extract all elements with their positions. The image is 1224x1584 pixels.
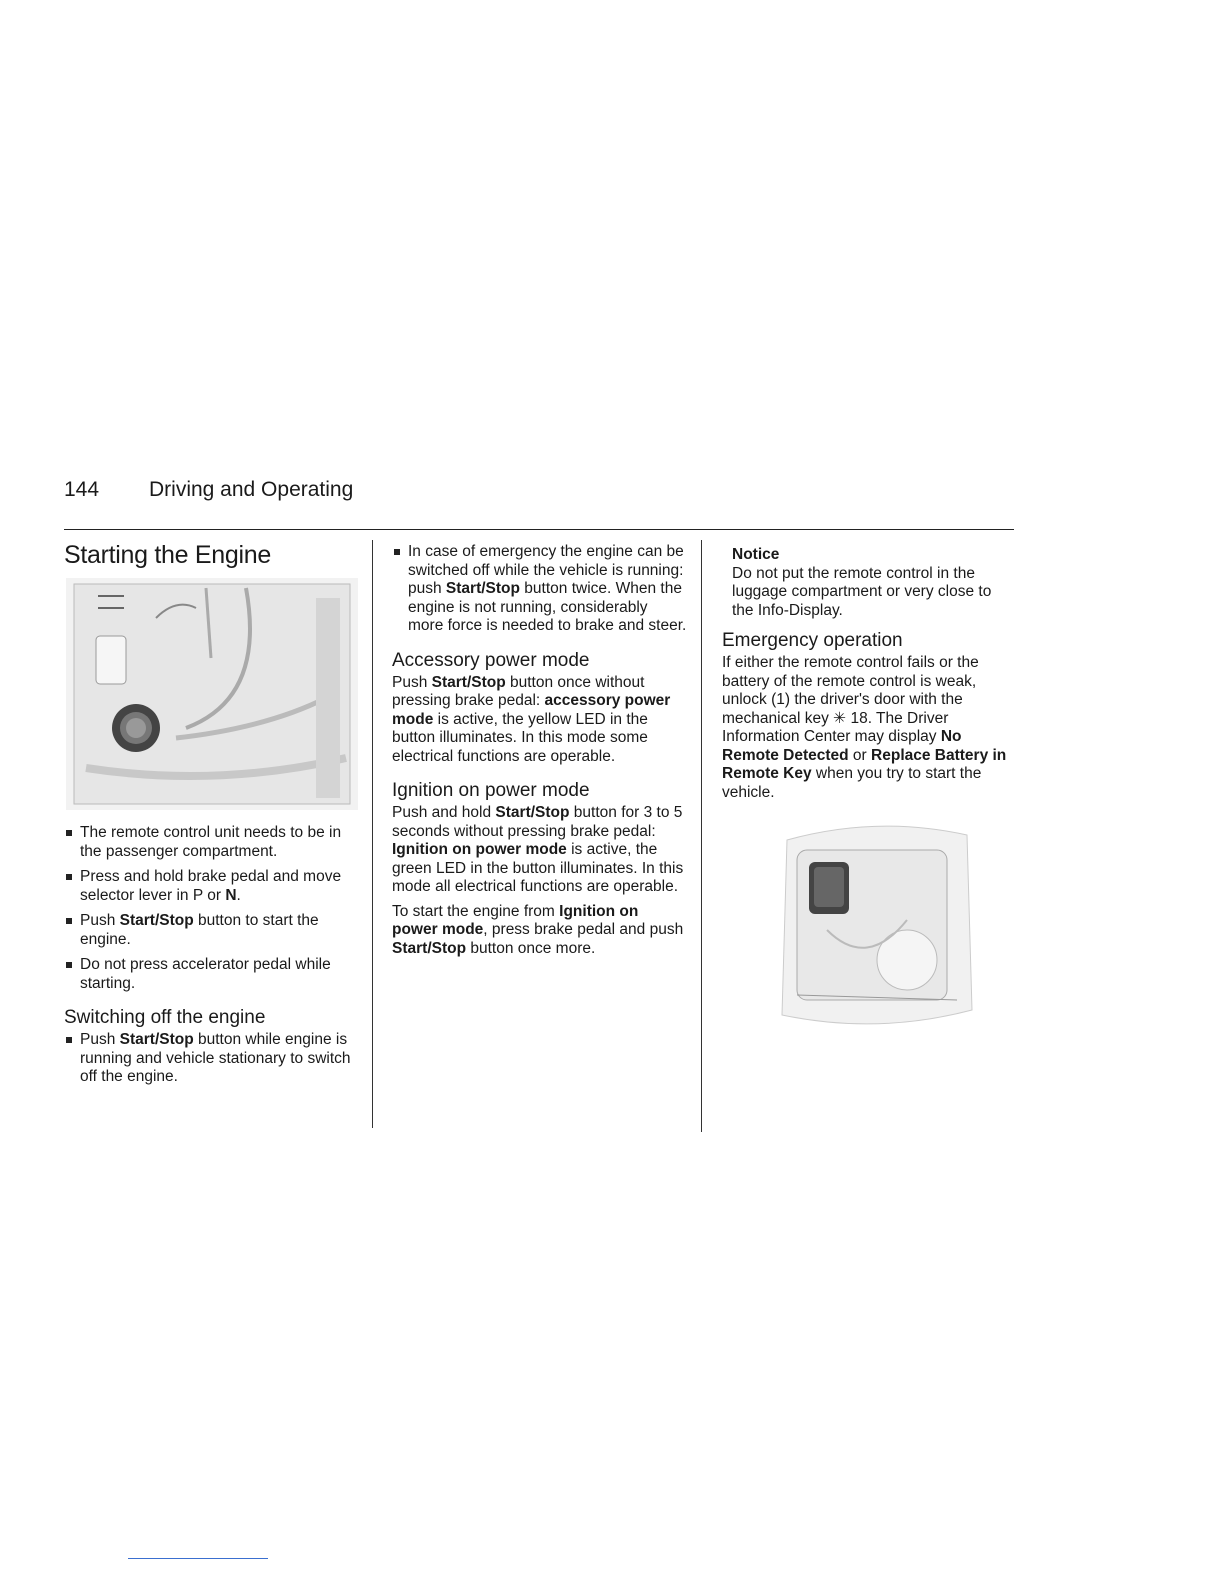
list-item: Push Start/Stop button while engine is running and vehicle stationary to switch off the engine.	[64, 1031, 359, 1087]
remote-key-pocket-photo	[767, 810, 982, 1035]
start-stop-button-photo	[66, 578, 358, 810]
list-item: Push Start/Stop button to start the engine.	[64, 912, 359, 949]
footer-link-line	[128, 1558, 268, 1559]
starting-engine-heading: Starting the Engine	[64, 541, 271, 569]
header-rule	[64, 529, 1014, 530]
notice-title: Notice	[732, 546, 780, 563]
ignition-on-power-mode-text: Push and hold Start/Stop button for 3 to 5 seconds without pressing brake pedal: Ignition on power mode is active, the green LED in the button illuminates. In this mode all electrical functions are operable.	[392, 804, 684, 895]
switching-off-heading: Switching off the engine	[64, 1007, 266, 1028]
list-item: In case of emergency the engine can be switched off while the vehicle is running: push Start/Stop button twice. When the engine is not running, considerably more force is needed to brake and steer.	[392, 543, 687, 636]
column-1	[64, 540, 359, 1094]
list-item: Do not press accelerator pedal while starting.	[64, 956, 359, 993]
page-reference-icon: ✳	[833, 709, 847, 727]
page-number: 144	[64, 478, 100, 501]
notice-box	[722, 546, 1017, 620]
column-3	[722, 546, 1017, 1035]
list-item: Press and hold brake pedal and move selector lever in P or N.	[64, 868, 359, 905]
column-2	[392, 543, 687, 964]
notice-text: Do not put the remote control in the luggage compartment or very close to the Info-Display.	[732, 564, 992, 619]
ignition-on-power-mode-heading: Ignition on power mode	[392, 780, 590, 801]
accessory-power-mode-heading: Accessory power mode	[392, 649, 590, 671]
start-from-ignition-text: To start the engine from Ignition on power mode, press brake pedal and push Start/Stop button once more.	[392, 902, 684, 957]
column-divider	[701, 540, 702, 1132]
emergency-operation-text: If either the remote control fails or the battery of the remote control is weak, unlock (1) the driver's door with the mechanical key ✳ 18. The Driver Information Center may display No Remote Detected or Replace Battery in Remote Key when you try to start the vehicle.	[722, 654, 1007, 801]
emergency-operation-heading: Emergency operation	[722, 630, 903, 651]
accessory-power-mode-text: Push Start/Stop button once without pressing brake pedal: accessory power mode is active, the yellow LED in the button illuminates. In this mode some electrical functions are operable.	[392, 673, 671, 765]
list-item: The remote control unit needs to be in the passenger compartment.	[64, 824, 359, 861]
page-header	[64, 478, 404, 508]
section-title: Driving and Operating	[149, 478, 354, 501]
column-divider	[372, 540, 373, 1128]
